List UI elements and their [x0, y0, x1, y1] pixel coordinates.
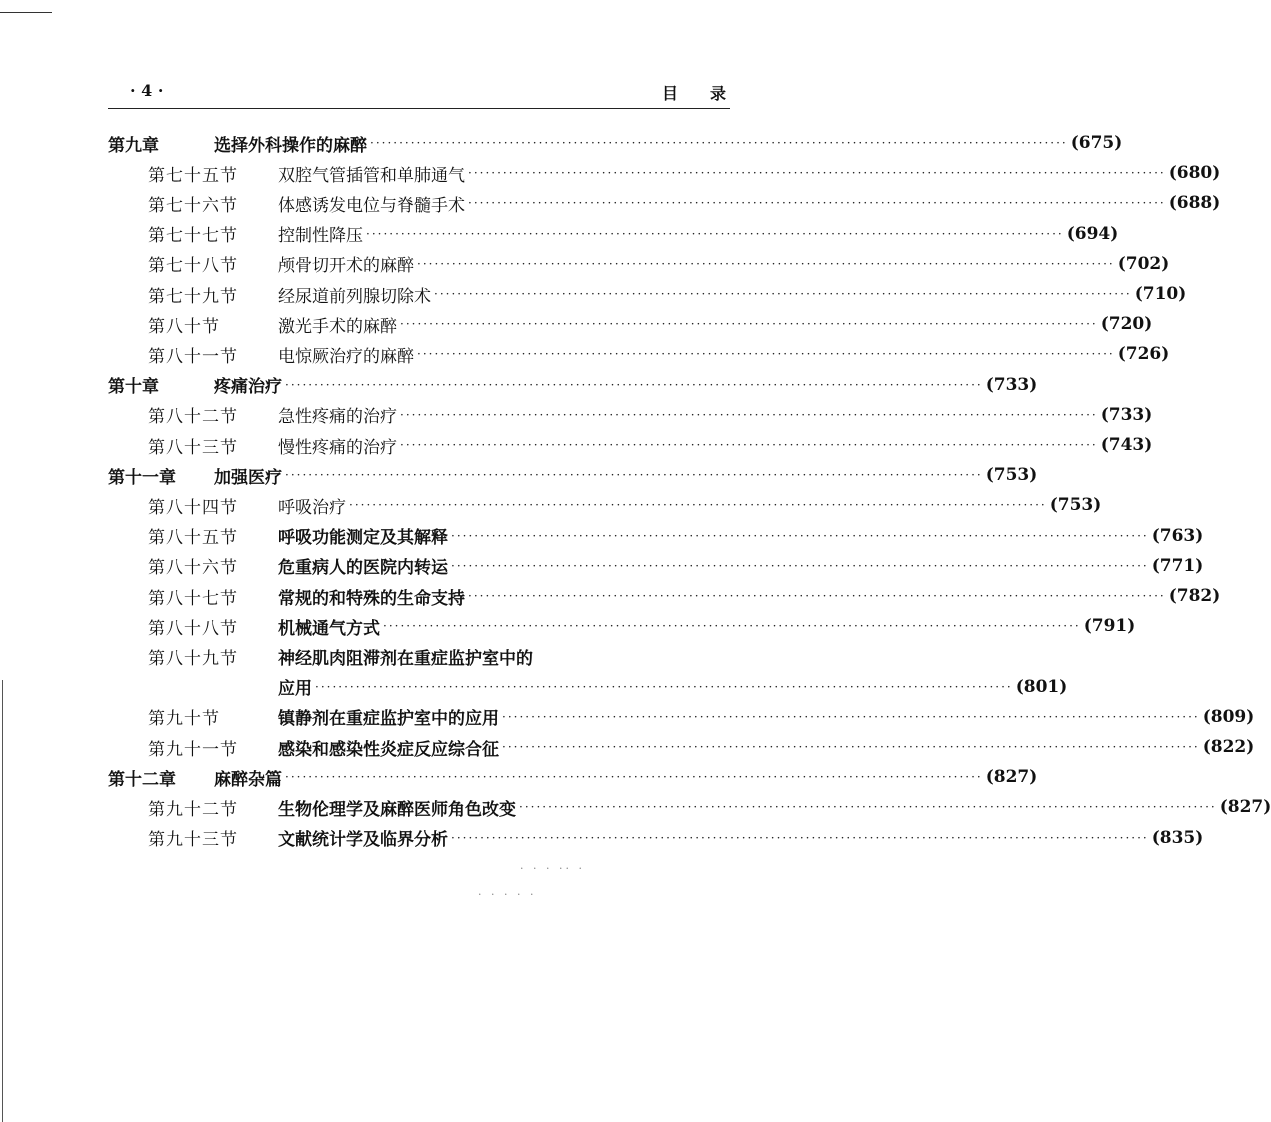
leader-dots: ························································································································: [383, 619, 1081, 634]
toc-entry-label: 第九十二节: [148, 799, 238, 820]
toc-page-number: (835): [1151, 827, 1204, 848]
page-number: · 4 ·: [130, 81, 164, 100]
leader-dots: ························································································································: [417, 347, 1115, 362]
toc-entry-title: 危重病人的医院内转运: [278, 558, 448, 579]
toc-chapter-entry: [108, 128, 1123, 158]
header-rule: [108, 108, 730, 109]
leader-dots: ························································································································: [519, 800, 1217, 815]
toc-section-entry: [148, 823, 1204, 853]
toc-page-number: (771): [1151, 555, 1204, 576]
toc-entry-label: 第七十九节: [148, 286, 238, 307]
toc-entry-title: 疼痛治疗: [214, 377, 282, 398]
top-rule-fragment: [0, 12, 52, 13]
leader-dots: ························································································································: [400, 438, 1098, 452]
toc-entry-title: 神经肌肉阻滞剂在重症监护室中的: [278, 648, 533, 669]
toc-page-number: (782): [1168, 586, 1221, 606]
toc-page-number: (720): [1100, 314, 1153, 335]
toc-page-number: (791): [1083, 616, 1136, 637]
toc-section-entry: [148, 551, 1204, 581]
leader-dots: ························································································································: [417, 256, 1115, 271]
toc-page-number: (753): [985, 465, 1038, 486]
toc-entry-title: 急性疼痛的治疗: [278, 407, 397, 428]
toc-entry-label: 第九章: [108, 135, 159, 156]
scan-noise: · · · · ·: [478, 888, 537, 901]
toc-entry-label: 第十二章: [108, 769, 176, 790]
leader-dots: ························································································································: [451, 830, 1149, 845]
toc-entry-title: 激光手术的麻醉: [278, 316, 397, 337]
leader-dots: ························································································································: [400, 407, 1098, 422]
toc-entry-label: 第十一章: [108, 467, 176, 488]
toc-section-entry: [148, 279, 1187, 309]
toc-entry-label: 第九十节: [148, 709, 220, 730]
toc-entry-title: 文献统计学及临界分析: [278, 830, 448, 851]
leader-dots: ························································································································: [451, 558, 1149, 573]
toc-section-entry: [148, 400, 1153, 430]
toc-chapter-entry: [108, 370, 1038, 400]
toc-section-entry: [148, 641, 730, 671]
toc-section-entry: [148, 188, 1221, 218]
toc-page-number: (827): [1219, 797, 1271, 818]
leader-dots: ························································································································: [468, 589, 1166, 603]
toc-entry-label: 第八十节: [148, 316, 220, 337]
toc-section-entry: [148, 430, 1153, 460]
leader-dots: ························································································································: [502, 740, 1200, 754]
toc-section-entry: [148, 732, 1255, 762]
toc-section-entry: [148, 490, 1102, 520]
toc-page-number: (809): [1202, 706, 1255, 727]
toc-entry-label: 第八十四节: [148, 497, 238, 518]
leader-dots: ························································································································: [468, 196, 1166, 211]
toc-section-entry: [148, 702, 1255, 732]
toc-entry-label: 第八十二节: [148, 407, 238, 428]
page-header: [108, 78, 758, 104]
toc-chapter-entry: [108, 762, 1038, 792]
toc-entry-label: 第七十六节: [148, 195, 238, 216]
leader-dots: ························································································································: [315, 679, 1013, 694]
toc-page-number: (680): [1168, 163, 1221, 184]
toc-entry-label: 第九十三节: [148, 830, 238, 851]
toc-section-entry: [148, 219, 1119, 249]
toc-entry-title: 麻醉杂篇: [214, 769, 282, 790]
leader-dots: ························································································································: [468, 166, 1166, 181]
toc-chapter-entry: [108, 460, 1038, 490]
toc-section-entry: [148, 339, 1170, 369]
toc-entry-label: 第八十八节: [148, 618, 238, 639]
toc-entry-title: 呼吸治疗: [278, 497, 346, 518]
toc-entry-label: 第七十八节: [148, 256, 238, 277]
toc-page-number: (702): [1117, 253, 1170, 274]
leader-dots: ························································································································: [370, 136, 1068, 150]
toc-section-entry: [148, 611, 1136, 641]
toc-page-number: (688): [1168, 193, 1221, 214]
toc-entry-title: 常规的和特殊的生命支持: [278, 588, 465, 609]
toc-entry-label: 第十章: [108, 377, 159, 398]
toc-page-number: (710): [1134, 284, 1187, 304]
toc-entry-title: 双腔气管插管和单肺通气: [278, 165, 465, 186]
toc-section-entry: [148, 792, 1271, 822]
toc-entry-title: 机械通气方式: [278, 618, 380, 639]
toc-entry-title: 电惊厥治疗的麻醉: [278, 346, 414, 367]
toc-section-entry: [148, 249, 1170, 279]
leader-dots: ························································································································: [366, 226, 1064, 241]
toc-page-number: (827): [985, 767, 1038, 788]
toc-entry-title: 选择外科操作的麻醉: [214, 135, 367, 156]
toc-entry-title: 生物伦理学及麻醉医师角色改变: [278, 799, 516, 820]
toc-entry-label: 第七十五节: [148, 165, 238, 186]
leader-dots: ························································································································: [502, 709, 1200, 724]
running-head: 目录: [661, 84, 758, 103]
toc-entry-label: 第八十五节: [148, 528, 238, 549]
scan-edge-line: [2, 680, 3, 1122]
toc-entry-title: 加强医疗: [214, 467, 282, 488]
toc-section-entry: [148, 309, 1153, 339]
toc-entry-label: 第九十一节: [148, 739, 238, 760]
toc-page-number: (753): [1049, 495, 1102, 516]
toc-entry-title: 经尿道前列腺切除术: [278, 286, 431, 307]
toc-page-number: (763): [1151, 525, 1204, 546]
toc-entry-title: 体感诱发电位与脊髓手术: [278, 195, 465, 216]
leader-dots: ························································································································: [400, 317, 1098, 332]
toc-entry-label: 第七十七节: [148, 226, 238, 247]
leader-dots: ························································································································: [285, 770, 983, 785]
toc-section-entry: [148, 521, 1204, 551]
toc-page-number: (733): [985, 374, 1038, 395]
leader-dots: ························································································································: [451, 528, 1149, 543]
toc-entry-title: 控制性降压: [278, 226, 363, 247]
leader-dots: ························································································································: [285, 377, 983, 392]
toc-entry-label: 第八十六节: [148, 558, 238, 579]
toc-entry-title: 应用: [278, 679, 312, 700]
toc-entry-label: 第八十七节: [148, 588, 238, 609]
toc-page-number: (822): [1202, 737, 1255, 757]
toc-entry-label: 第八十九节: [148, 648, 238, 669]
toc-page-number: (733): [1100, 404, 1153, 425]
toc-section-entry: [148, 158, 1221, 188]
leader-dots: ························································································································: [285, 468, 983, 483]
toc-entry-label: 第八十一节: [148, 346, 238, 367]
toc-entry-title: 慢性疼痛的治疗: [278, 437, 397, 458]
toc-entry-label: 第八十三节: [148, 437, 238, 458]
toc-entry-title: 感染和感染性炎症反应综合征: [278, 739, 499, 760]
toc-page-number: (675): [1070, 133, 1123, 153]
toc-page-number: (726): [1117, 344, 1170, 365]
toc-entry-title: 颅骨切开术的麻醉: [278, 256, 414, 277]
toc-section-entry: [148, 581, 1221, 611]
toc-entry-title: 呼吸功能测定及其解释: [278, 528, 448, 549]
leader-dots: ························································································································: [349, 498, 1047, 513]
toc-page-number: (801): [1015, 676, 1068, 697]
scan-noise: · · · ·· ·: [520, 862, 585, 875]
toc-section-entry: [278, 672, 1068, 702]
toc-page-number: (743): [1100, 435, 1153, 455]
toc-page-number: (694): [1066, 223, 1119, 244]
leader-dots: ························································································································: [434, 287, 1132, 301]
toc-entry-title: 镇静剂在重症监护室中的应用: [278, 709, 499, 730]
